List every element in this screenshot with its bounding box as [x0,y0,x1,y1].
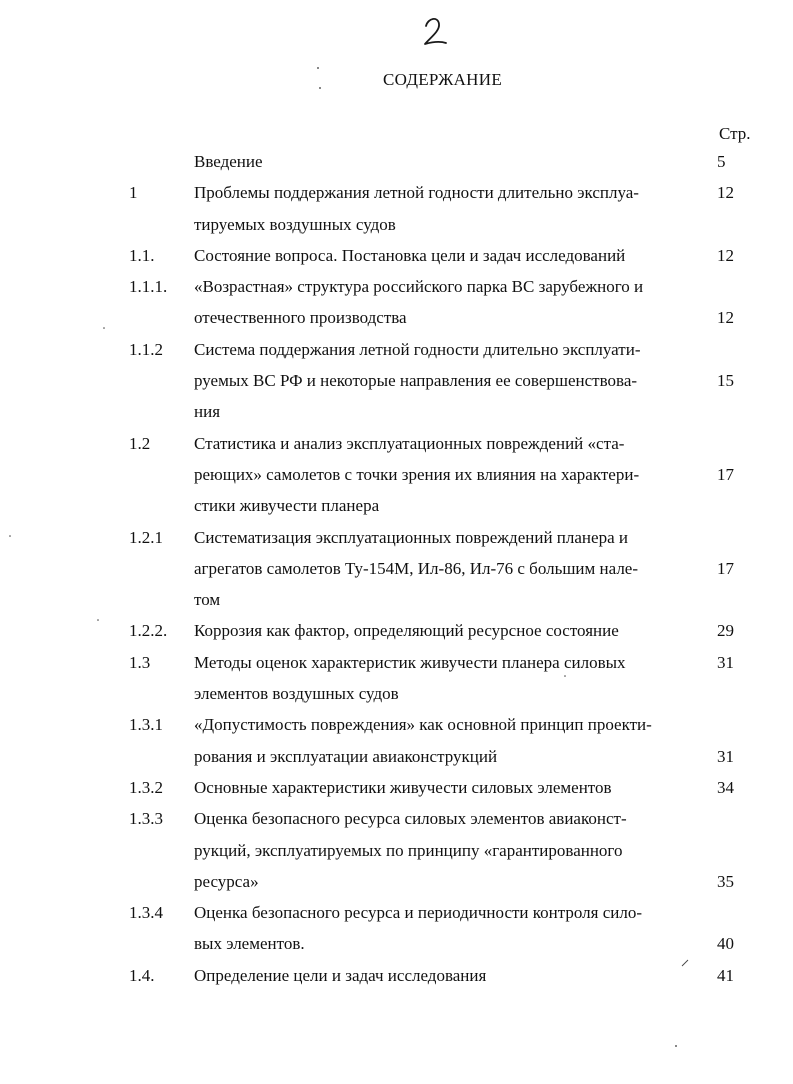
toc-line [0,709,793,740]
toc-page-number: 34 [717,777,734,797]
toc-section-title: Оценка безопасного ресурса и периодичности контроля сило- [194,903,643,923]
toc-entry [0,334,793,428]
toc-page-number: 41 [717,965,734,985]
toc-entry [0,615,793,646]
toc-section-title: рукций, эксплуатируемых по принципу «гарантированного [194,840,623,860]
toc-section-title: отечественного производства [194,308,407,328]
toc-section-number: 1.1.2 [129,339,163,359]
toc-entry [0,271,793,334]
toc-section-title: вых элементов. [194,934,305,954]
toc-line [0,146,793,177]
toc-page-number: 35 [717,871,734,891]
toc-page-number: 40 [717,934,734,954]
toc-entry [0,240,793,271]
toc-line [0,803,793,834]
toc-entry [0,647,793,710]
toc-entry [0,428,793,522]
toc-section-title: стики живучести планера [194,496,380,516]
toc-section-number: 1.3 [129,652,151,672]
toc-section-number: 1.3.4 [129,903,163,923]
toc-entry [0,522,793,616]
toc-section-title: Основные характеристики живучести силовых элементов [194,777,612,797]
toc-section-number: 1.1.1. [129,277,168,297]
toc-line [0,240,793,271]
toc-line [0,553,793,584]
toc-section-title: Оценка безопасного ресурса силовых элементов авиаконст- [194,809,627,829]
toc-entry [0,772,793,803]
toc-section-title: реющих» самолетов с точки зрения их влияния на характери- [194,464,640,484]
toc-line [0,835,793,866]
table-of-contents [0,146,793,991]
toc-page-number: 17 [717,464,734,484]
toc-section-title: Методы оценок характеристик живучести планера силовых [194,652,626,672]
toc-line [0,772,793,803]
toc-section-title: рования и эксплуатации авиаконструкций [194,746,498,766]
toc-entry [0,177,793,240]
toc-line [0,866,793,897]
toc-section-number: 1 [129,183,138,203]
toc-section-title: «Возрастная» структура российского парка ВС зарубежного и [194,277,644,297]
toc-line [0,522,793,553]
toc-line [0,584,793,615]
toc-line [0,271,793,302]
toc-entry [0,146,793,177]
toc-section-number: 1.3.2 [129,777,163,797]
toc-section-title: «Допустимость повреждения» как основной принцип проекти- [194,715,652,735]
toc-page-number: 15 [717,371,734,391]
toc-line [0,209,793,240]
toc-line [0,459,793,490]
toc-line [0,647,793,678]
toc-section-title: Определение цели и задач исследования [194,965,487,985]
toc-section-title: агрегатов самолетов Ту-154М, Ил-86, Ил-76 с большим нале- [194,558,639,578]
toc-section-title: элементов воздушных судов [194,684,399,704]
toc-line [0,365,793,396]
toc-line [0,678,793,709]
toc-page-number: 12 [717,183,734,203]
toc-entry [0,897,793,960]
toc-section-number: 1.2 [129,433,151,453]
toc-line [0,928,793,959]
toc-section-number: 1.4. [129,965,155,985]
toc-section-title: ния [194,402,221,422]
toc-section-title: Система поддержания летной годности длительно эксплуати- [194,339,641,359]
handwritten-page-number [418,14,458,50]
toc-line [0,741,793,772]
toc-section-number: 1.2.2. [129,621,168,641]
toc-section-title: Коррозия как фактор, определяющий ресурсное состояние [194,621,619,641]
toc-section-title: Проблемы поддержания летной годности длительно эксплуа- [194,183,639,203]
toc-section-title: ресурса» [194,871,259,891]
toc-section-title: Введение [194,152,263,171]
toc-section-title: том [194,590,221,610]
toc-line [0,897,793,928]
toc-line [0,960,793,991]
page-title: СОДЕРЖАНИЕ [382,70,503,89]
toc-section-title: руемых ВС РФ и некоторые направления ее совершенствова- [194,371,638,391]
toc-section-title: Статистика и анализ эксплуатационных повреждений «ста- [194,433,625,453]
toc-page-number: 12 [717,308,734,328]
toc-line [0,302,793,333]
toc-page-number: 5 [717,152,726,171]
toc-section-title: тируемых воздушных судов [194,214,396,234]
toc-page-number: 29 [717,621,734,641]
toc-entry [0,960,793,991]
toc-section-number: 1.1. [129,245,155,265]
toc-line [0,334,793,365]
toc-section-title: Состояние вопроса. Постановка цели и задач исследований [194,245,626,265]
toc-line [0,428,793,459]
toc-line [0,396,793,427]
toc-page-number: 31 [717,746,734,766]
toc-entry [0,803,793,897]
toc-line [0,490,793,521]
page-column-header: Стр. [719,124,751,143]
toc-section-number: 1.3.1 [129,715,163,735]
toc-section-number: 1.3.3 [129,809,163,829]
toc-page-number: 17 [717,558,734,578]
toc-line [0,177,793,208]
toc-section-number: 1.2.1 [129,527,163,547]
toc-page-number: 12 [717,245,734,265]
toc-line [0,615,793,646]
toc-page-number: 31 [717,652,734,672]
toc-section-title: Систематизация эксплуатационных повреждений планера и [194,527,628,547]
toc-entry [0,709,793,772]
